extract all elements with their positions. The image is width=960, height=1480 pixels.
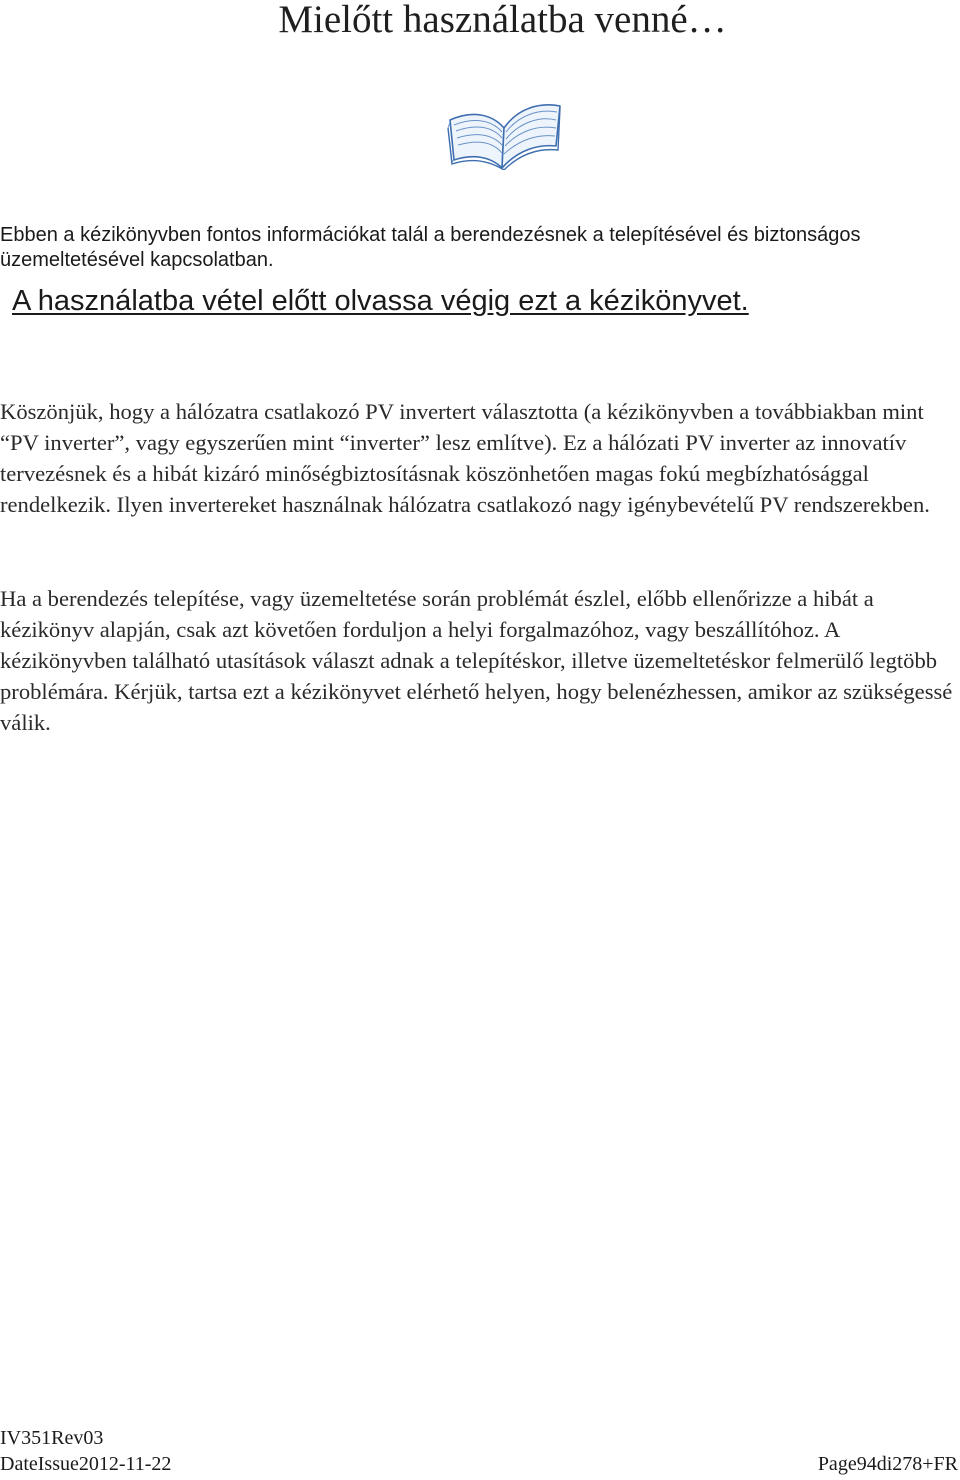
page-number: Page94di278+FR [817,1453,958,1475]
footer-left [0,1425,171,1477]
document-id: IV351Rev03 [0,1427,104,1449]
intro-text: Ebben a kézikönyvben fontos információkat talál a berendezésnek a telepítésével és biztonságos üzemeltetésével kapcsolatban. [0,224,861,271]
read-manual-warning: A használatba vétel előtt olvassa végig ezt a kézikönyvet. [12,285,749,317]
page-title: Mielőtt használatba venné… [278,0,727,41]
body-paragraph: Köszönjük, hogy a hálózatra csatlakozó PV invertert választotta (a kézikönyvben a továbbiakban mint “PV inverter”, vagy egyszerűen mint “inverter” lesz említve). Ez a hálózati PV inverter az innovatív tervezésnek és a hibát kizáró minőségbiztosításnak köszönhetően magas fokú megbízhatósággal rendelkezik. Ilyen invertereket használnak hálózatra csatlakozó nagy igénybevételű PV rendszerekben. [0,399,930,517]
date-issue: DateIssue2012-11-22 [0,1453,172,1475]
open-book-icon [444,98,564,170]
body-paragraph: Ha a berendezés telepítése, vagy üzemeltetése során problémát észlel, előbb ellenőrizze a hibát a kézikönyv alapján, csak azt követően forduljon a helyi forgalmazóhoz, vagy beszállítóhoz. A kézikönyvben található utasítások választ adnak a telepítéskor, illetve üzemeltetéskor felmerülő legtöbb problémára. Kérjük, tartsa ezt a kézikönyvet elérhető helyen, hogy belenézhessen, amikor az szükségessé válik. [0,586,953,735]
